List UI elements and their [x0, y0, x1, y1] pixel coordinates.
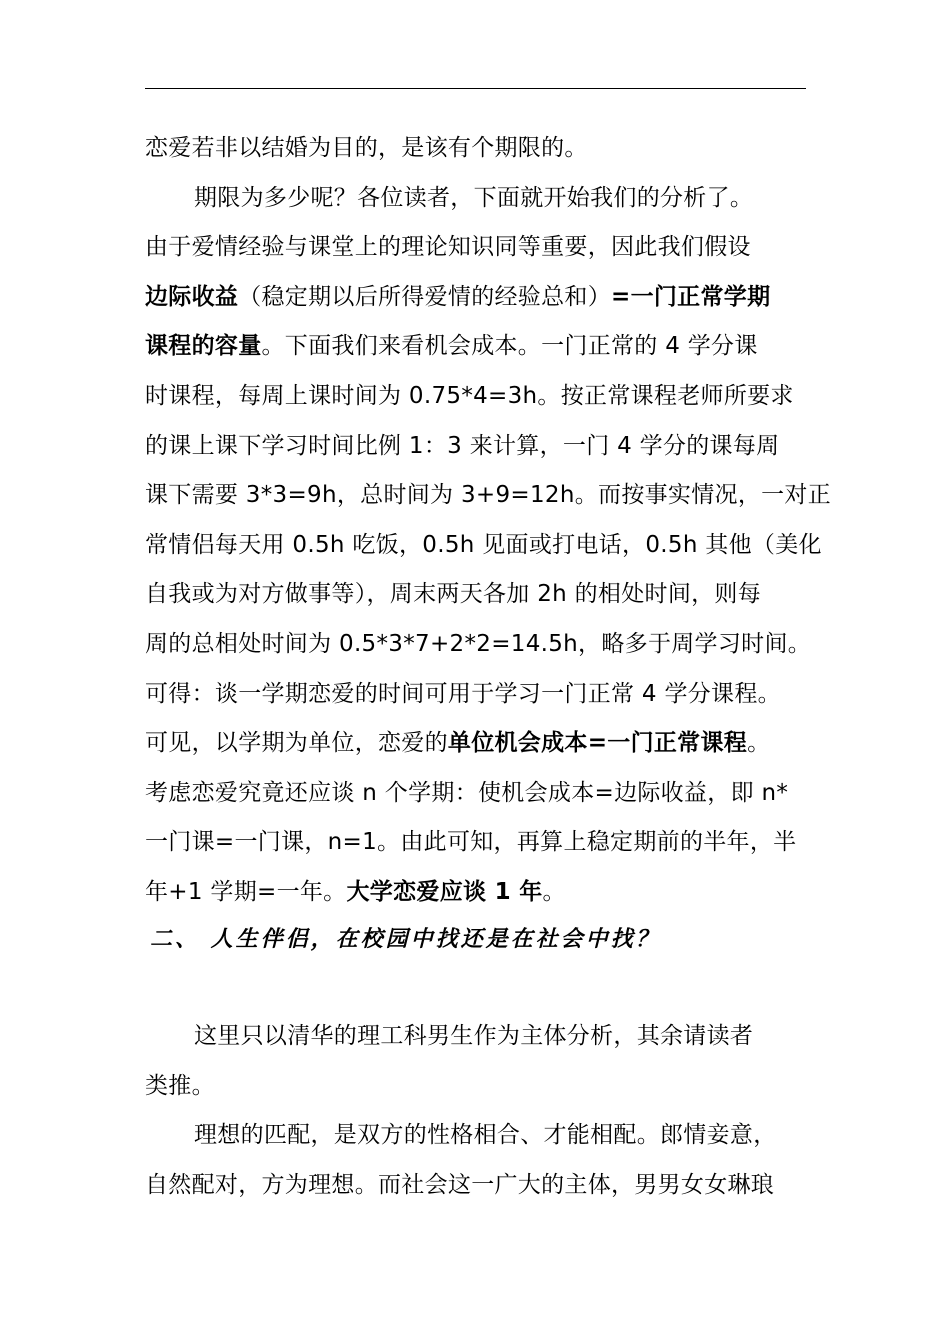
text-line: 理想的匹配，是双方的性格相合、才能相配。郎情妾意， — [194, 1122, 777, 1149]
text-line — [145, 322, 810, 372]
header-rule — [145, 88, 806, 89]
text-run: 。 — [542, 878, 566, 905]
text-line: 自我或为对方做事等），周末两天各加 2h 的相处时间，则每 — [145, 581, 762, 608]
text-line: 恋爱若非以结婚为目的，是该有个期限的。 — [145, 135, 588, 161]
text-line — [145, 273, 810, 323]
text-run: 。下面我们来看机会成本。一门正常的 4 学分课 — [261, 333, 758, 360]
text-line: 常情侣每天用 0.5h 吃饭，0.5h 见面或打电话，0.5h 其他（美化 — [145, 531, 822, 558]
bold-term: 单位机会成本=一门正常课程 — [447, 730, 748, 757]
text-run: 可见，以学期为单位，恋爱的 — [145, 730, 448, 757]
text-run: 。 — [747, 730, 771, 757]
text-line: 课下需要 3*3=9h，总时间为 3+9=12h。而按事实情况，一对正 — [145, 482, 832, 509]
text-line: 这里只以清华的理工科男生作为主体分析，其余请读者 — [194, 1023, 754, 1049]
text-line: 周的总相处时间为 0.5*3*7+2*2=14.5h，略多于周学习时间。 — [145, 630, 812, 657]
text-line: 自然配对，方为理想。而社会这一广大的主体，男男女女琳琅 — [145, 1171, 775, 1198]
bold-term: 边际收益 — [145, 283, 239, 310]
section-heading: 二、 人生伴侣，在校园中找还是在社会中找？ — [150, 926, 661, 952]
bold-term: =一门正常学期 — [611, 283, 771, 310]
body-section-b — [145, 1012, 810, 1210]
text-line — [145, 868, 810, 918]
text-line: 时课程，每周上课时间为 0.75*4=3h。按正常课程老师所要求 — [145, 382, 794, 409]
text-line: 的课上课下学习时间比例 1：3 来计算，一门 4 学分的课每周 — [145, 432, 780, 459]
text-line: 一门课=一门课，n=1。由此可知，再算上稳定期前的半年，半 — [145, 829, 797, 856]
text-line: 期限为多少呢？各位读者，下面就开始我们的分析了。 — [194, 184, 754, 211]
text-run: 年+1 学期=一年。 — [145, 878, 347, 905]
body-section-a — [145, 124, 832, 918]
text-line: 类推。 — [145, 1072, 215, 1099]
text-run: （稳定期以后所得爱情的经验总和） — [238, 283, 612, 310]
text-line: 考虑恋爱究竟还应谈 n 个学期：使机会成本=边际收益，即 n* — [145, 779, 789, 806]
bold-term: 课程的容量 — [145, 333, 262, 360]
text-line — [145, 719, 810, 769]
text-line: 由于爱情经验与课堂上的理论知识同等重要，因此我们假设 — [145, 234, 751, 261]
bold-term: 大学恋爱应谈 1 年 — [346, 878, 543, 905]
text-line: 可得：谈一学期恋爱的时间可用于学习一门正常 4 学分课程。 — [145, 680, 781, 707]
